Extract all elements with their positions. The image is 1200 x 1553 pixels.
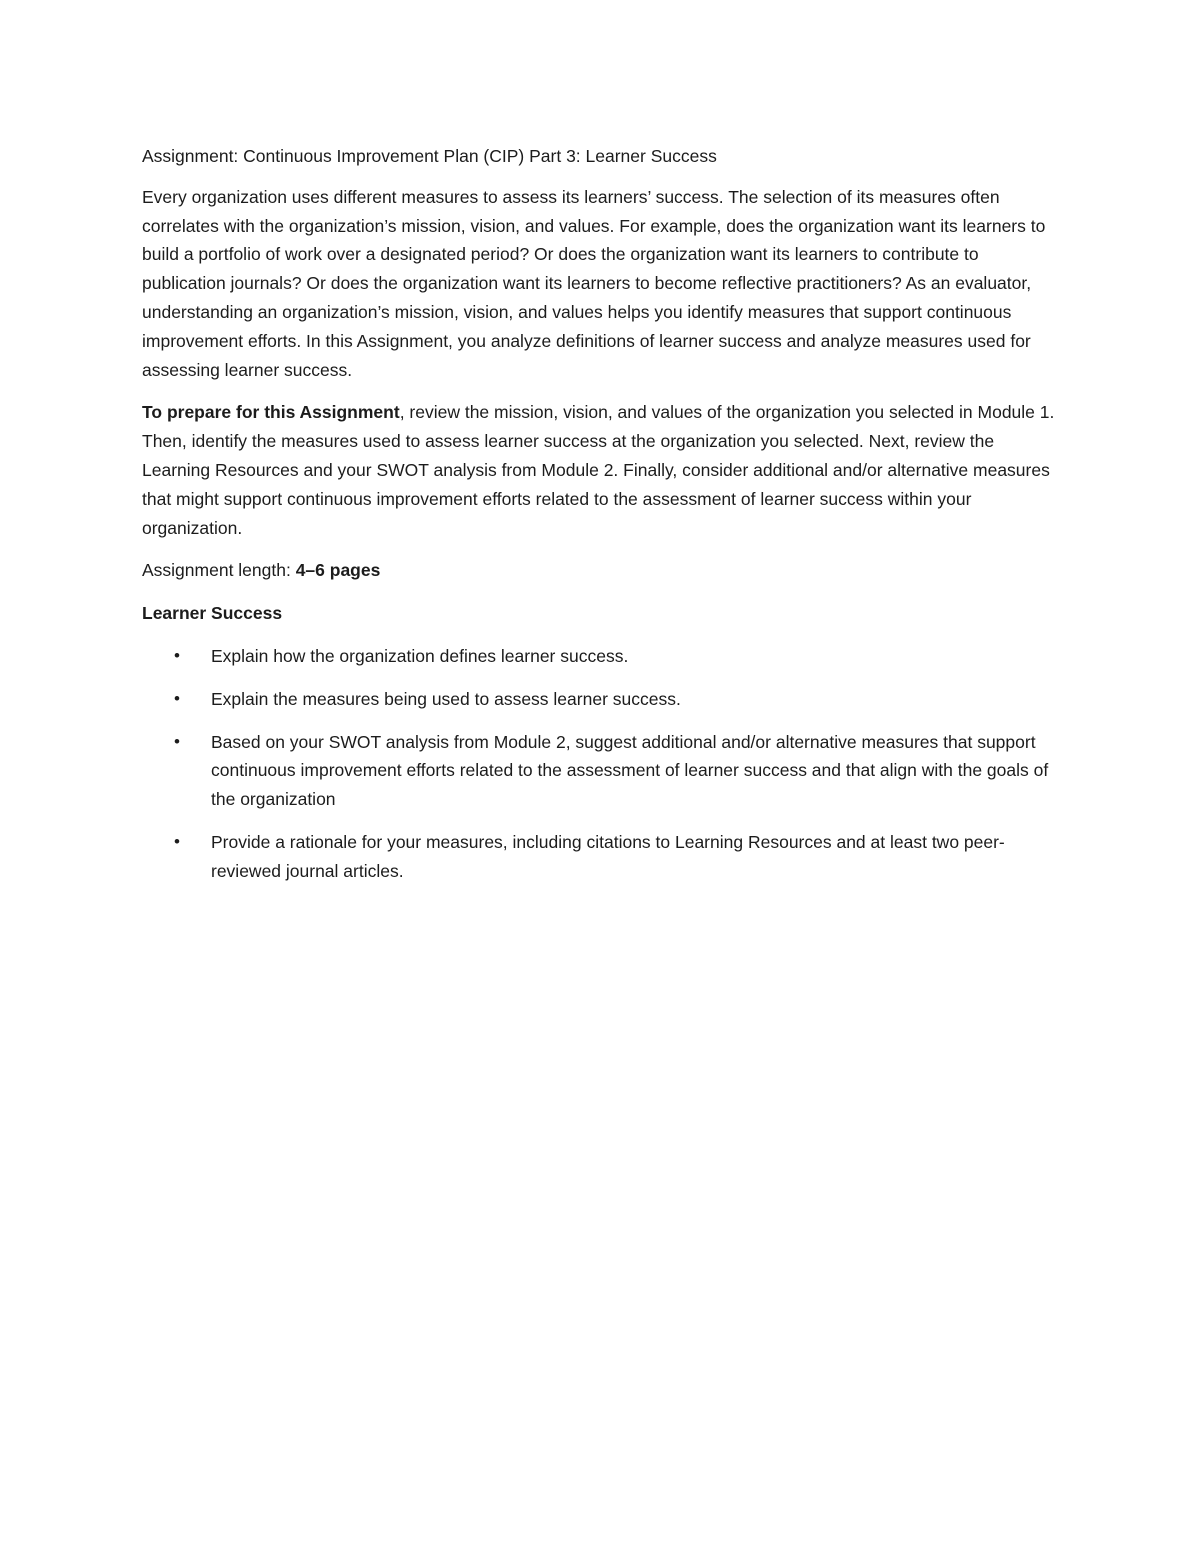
list-item-text: Based on your SWOT analysis from Module 2, suggest additional and/or alternative measures that support continuous improvement efforts related to the assessment of learner success and that align with the goals of the organization: [211, 731, 1049, 810]
intro-paragraph: Every organization uses different measures to assess its learners’ success. The selection of its measures often correlates with the organization’s mission, vision, and values. For example, does the organization want its learners to build a portfolio of work over a designated period? Or does the organization want its learners to contribute to publication journals? Or does the organization want its learners to become reflective practitioners? As an evaluator, understanding an organization’s mission, vision, and values helps you identify measures that support continuous improvement efforts. In this Assignment, you analyze definitions of learner success and analyze measures used for assessing learner success.: [142, 186, 1046, 380]
bullet-icon: •: [174, 731, 180, 751]
assignment-title: Assignment: Continuous Improvement Plan (CIP) Part 3: Learner Success: [142, 146, 717, 166]
list-item-text: Explain the measures being used to assess learner success.: [211, 688, 681, 709]
document-body: [142, 142, 1067, 900]
list-item: [142, 728, 1067, 814]
bullet-icon: •: [174, 688, 180, 708]
prepare-label: To prepare for this Assignment: [142, 402, 400, 423]
length-label: Assignment length:: [142, 560, 296, 581]
prepare-paragraph: [142, 398, 1067, 542]
list-item: [142, 642, 1067, 671]
list-item: [142, 685, 1067, 714]
list-item: [142, 828, 1067, 886]
length-value: 4–6 pages: [295, 560, 381, 581]
list-item-text: Provide a rationale for your measures, including citations to Learning Resources and at least two peer-reviewed journal articles.: [211, 831, 1005, 881]
section-heading: Learner Success: [142, 603, 283, 624]
requirements-list: [142, 642, 1067, 886]
assignment-length: [142, 556, 1067, 585]
bullet-icon: •: [174, 645, 180, 665]
list-item-text: Explain how the organization defines learner success.: [211, 645, 629, 666]
bullet-icon: •: [174, 831, 180, 851]
prepare-text: , review the mission, vision, and values of the organization you selected in Module 1. Then, identify the measures used to assess learner success at the organization you selected. Next, review the Learning Resources and your SWOT analysis from Module 2. Finally, consider additional and/or alternative measures that might support continuous improvement efforts related to the assessment of learner success within your organization.: [142, 402, 1055, 538]
